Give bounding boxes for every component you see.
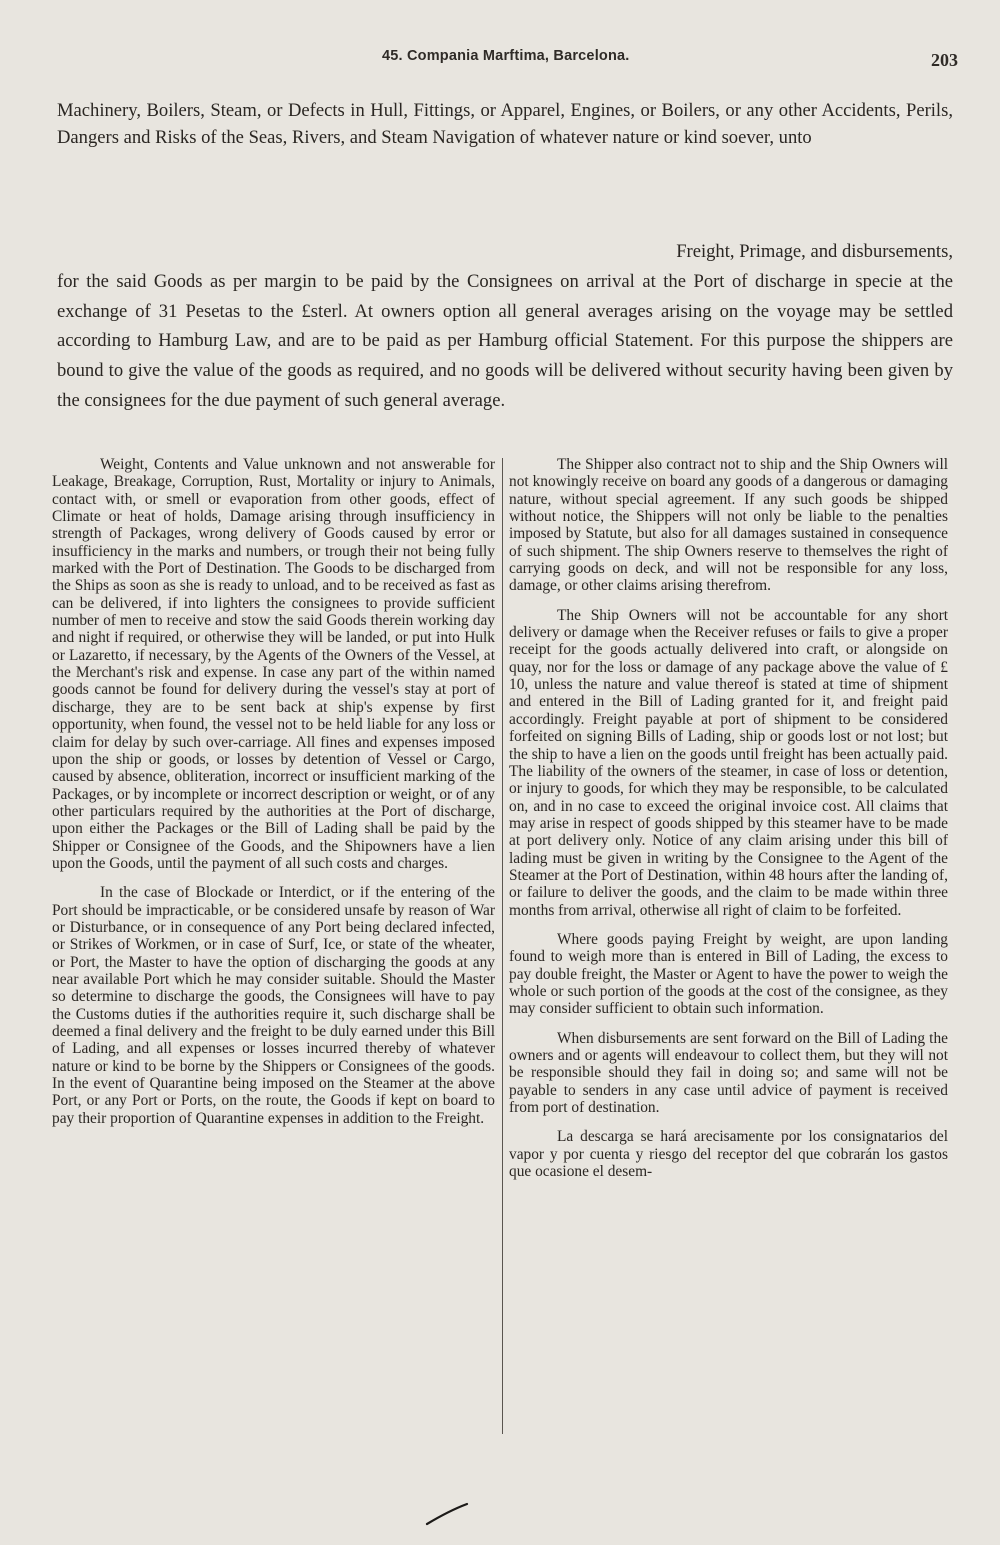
- clause-blockade-interdict: In the case of Blockade or Interdict, or if the entering of the Port should be impracticable, or be considered unsafe by reason of War or Disturbance, or in consequence of any Port being declared infected, or Strikes of Workmen, or in case of Surf, Ice, or state of the wheater, or Port, the Master to have the option of discharging the goods at any near available Port which he may consider suitable. Should the Master so determine to discharge the goods, the Consignees will have to pay the Customs duties if the authorities require it, such discharge shall be deemed a final delivery and the freight to be duly earned under this Bill of Lading, and all expenses or losses incurred thereby of whatever nature or kind to be borne by the Shippers or Consignees of the goods. In the event of Quarantine being imposed on the Steamer at the above Port, or any Port or Ports, on the route, the Goods if kept on board to pay their proportion of Quarantine expenses in addition to the Freight.: [52, 884, 495, 1127]
- left-column: [52, 456, 495, 1139]
- clause-descarga: La descarga se hará arecisamente por los consignatarios del vapor y por cuenta y riesgo del receptor del que cobrarán los gastos que ocasione el desem-: [509, 1128, 948, 1181]
- column-divider: [502, 458, 503, 1434]
- clause-freight-by-weight: Where goods paying Freight by weight, are upon landing found to weigh more than is entered in Bill of Lading, the excess to pay double freight, the Master or Agent to have the power to weigh the whole or such portion of the goods at the cost of the consignee, as they may consider sufficient to obtain such information.: [509, 930, 948, 1018]
- right-column: [509, 456, 948, 1192]
- freight-body: for the said Goods as per margin to be paid by the Consignees on arrival at the Port of discharge in specie at the exchange of 31 Pesetas to the £sterl. At owners option all general averages arising on the voyage may be settled according to Hamburg Law, and are to be paid as per Hamburg official Statement. For this purpose the shippers are bound to give the value of the goods as required, and no goods will be delivered without security having been given by the consignees for the due payment of such general average.: [57, 270, 953, 411]
- clause-disbursements: When disbursements are sent forward on the Bill of Lading the owners and or agents will endeavour to collect them, but they will not be responsible should they fail in doing so; and same will not be payable to senders in any case until advice of payment is received from port of destination.: [509, 1029, 948, 1117]
- clause-weight-contents: Weight, Contents and Value unknown and not answerable for Leakage, Breakage, Corruption, Rust, Mortality or injury to Animals, contact with, or smell or evaporation from other goods, effect of Climate or heat of holds, Damage arising through insufficiency in strength of Packages, wrong delivery of Goods caused by error or insufficiency in the marks and numbers, or trough their not being fully marked with the Port of Destination. The Goods to be discharged from the Ships as soon as she is ready to unload, and to be received as fast as can be delivered, if into lighters the consignees to provide sufficient number of men to receive and stow the said Goods therein working day and night if required, or otherwise they will be landed, or put into Hulk or Lazaretto, if necessary, by the Agents of the Owners of the Vessel, at the Merchant's risk and expense. In case any part of the within named goods cannot be found for delivery during the vessel's stay at port of discharge, they are to be sent back at ship's expense by first opportunity, when found, the vessel not to be held liable for any loss or claim for delay by such over-carriage. All fines and expenses imposed upon the ship or goods, or losses by detention of Vessel or Cargo, caused by absence, obliteration, incorrect or insufficient marking of the Packages, or by incomplete or incorrect description or weight, or of any other particulars required by the authorities at the Port of discharge, upon either the Packages or the Bill of Lading shall be paid by the Shipper or Consignee of the Goods, and the Shipowners have a lien upon the Goods, until the payment of all such costs and charges.: [52, 456, 495, 872]
- page-header: [0, 48, 1000, 78]
- running-title: 45. Compania Marftima, Barcelona.: [382, 48, 630, 64]
- clause-short-delivery: The Ship Owners will not be accountable for any short delivery or damage when the Receiver refuses or fails to give a proper receipt for the goods actually delivered into craft, or alongside on quay, nor for the loss or damage of any package above the value of £ 10, unless the nature and value thereof is stated at time of shipment and entered in the Bill of Lading granted for it, and freight paid accordingly. Freight payable at port of shipment to be considered forfeited on signing Bills of Lading, ship or goods lost or not lost; but the ship to have a lien on the goods until freight has been actually paid. The liability of the owners of the steamer, in case of loss or detention, or injury to goods, for which they may be responsible, to be calculated on, and in no case to exceed the original invoice cost. All claims that may arise in respect of goods shipped by this steamer have to be made at port delivery only. Notice of any claim arising under this bill of lading must be given in writing by the Consignee to the Agent of the Steamer at the Port of Destination, within 48 hours after the landing of, or failure to deliver the goods, and the claim to be made within three months from arrival, otherwise all right of claim to be forfeited.: [509, 606, 948, 919]
- freight-paragraph: [57, 237, 953, 416]
- clause-dangerous-goods: The Shipper also contract not to ship and the Ship Owners will not knowingly receive on board any goods of a dangerous or damaging nature, without special agreement. If any such goods be shipped without notice, the Shippers will not only be liable to the penalties imposed by Statute, but also for all damages sustained in consequence of such shipment. The ship Owners reserve to themselves the right of carrying goods on deck, and will not be responsible for any loss, damage, or other claims arising therefrom.: [509, 456, 948, 595]
- intro-paragraph: Machinery, Boilers, Steam, or Defects in Hull, Fittings, or Apparel, Engines, or Boilers, or any other Accidents, Perils, Dangers and Risks of the Seas, Rivers, and Steam Navigation of whatever nature or kind soever, unto: [57, 100, 953, 149]
- page-number: 203: [931, 50, 958, 70]
- pencil-mark-icon: [425, 1502, 469, 1526]
- freight-lead-line: Freight, Primage, and disbursements,: [676, 241, 953, 262]
